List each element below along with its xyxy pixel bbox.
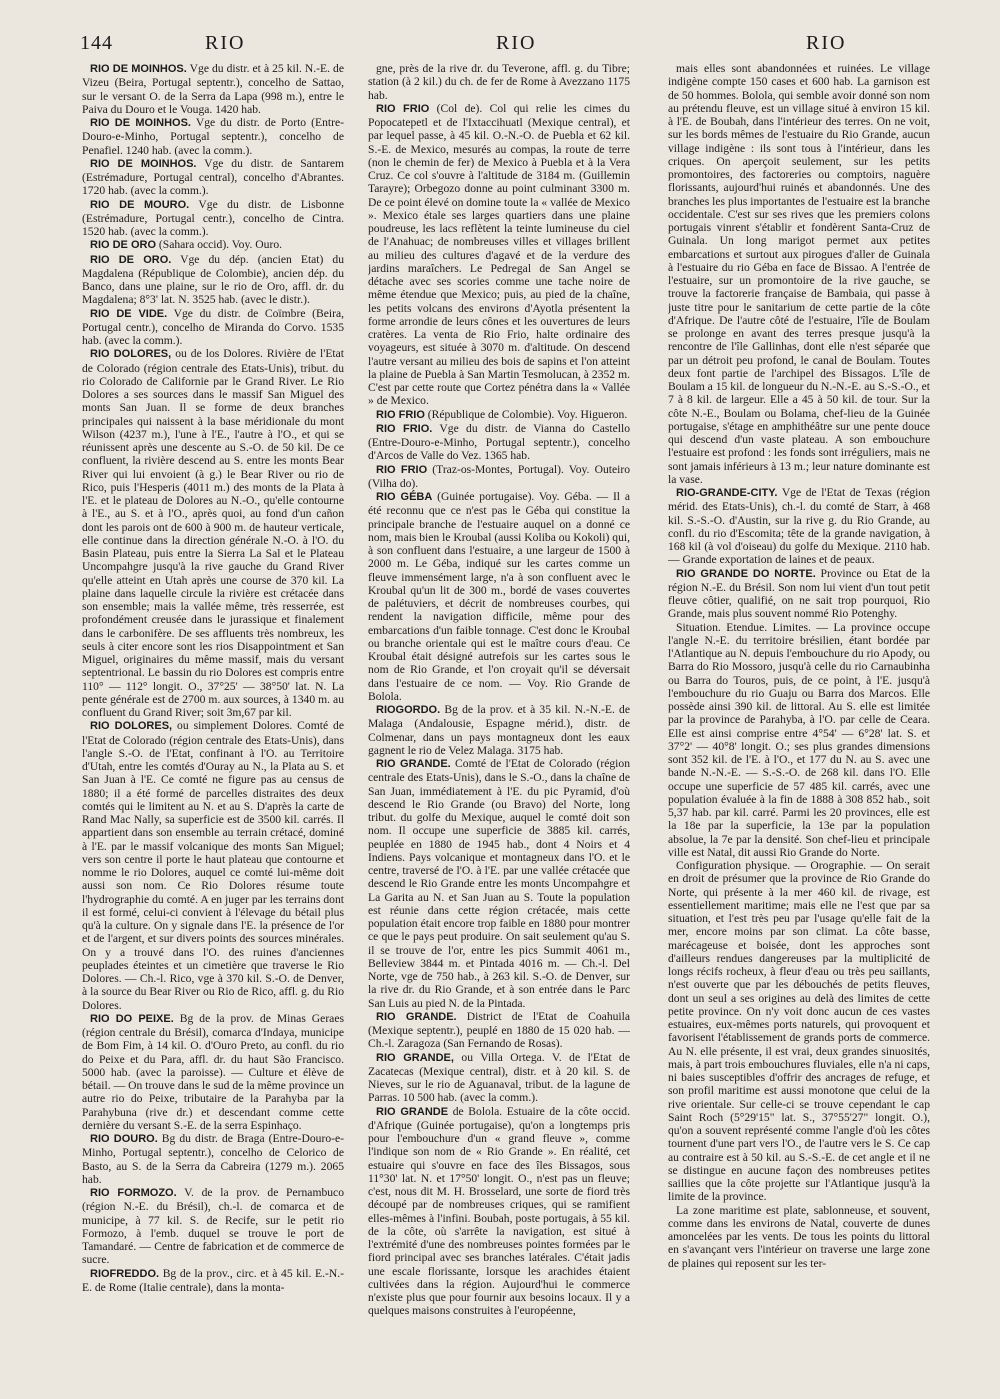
dictionary-entry <box>368 102 630 408</box>
entry-headword: RIOFREDDO. <box>90 1267 160 1280</box>
dictionary-entry <box>668 621 930 860</box>
dictionary-entry <box>668 486 930 567</box>
entry-text: Bg de la prov. de Minas Geraes (région centrale du Brésil), comarca d'Indaya, municipe de Bom Fim, à 14 kil. O. d'Ouro Preto, au confl. du rio do Peixe et du Para, affl. dr. du haut São Francisco. 5000 hab. (avec la paroisse). — Culture et élève de bétail. — On trouve dans le sud de la même province un autre rio do Peixe, tributaire de la Parahyba par la Parahybuna (rive dr.) et descendant comme cette dernière du versant S.-E. de la serra Espinhaço. <box>82 1011 344 1132</box>
dictionary-entry <box>82 307 344 348</box>
entry-headword: RIO DOURO. <box>90 1133 158 1145</box>
dictionary-entry <box>668 1204 930 1270</box>
entry-headword: RIOGORDO. <box>376 704 441 716</box>
entry-text: Vge du distr. de Lisbonne (Estrémadure, Portugal centr.), concelho de Cintra. 1520 hab. (avec la comm.). <box>82 197 344 238</box>
entry-headword: RIO DE MOINHOS. <box>90 117 191 129</box>
entry-text: de Bolola. Estuaire de la côte occid. d'Afrique (Guinée portugaise), qu'on a longtemps pris pour l'embouchure d'un « grand fleuve », comme l'indique son nom de « Rio Grande ». En réalité, cet estuaire qui s'ouvre en face des îles Bissagos, sous 11°30' lat. N. et 17°50' longit. O., n'est pas un fleuve; c'est, nous dit M. H. Brosselard, une sorte de fiord très découpé par de nombreuses criques, qui se ramifient elles-mêmes à l'infini. Boubah, poste portugais, à 55 kil. de la côte, où s'arrête la navigation, est situé à l'extrémité d'une des nombreuses pointes formées par le fiord principal avec ses branches latérales. C'était jadis une escale florissante, lorsque les arachides étaient cultivées dans la région. Aujourd'hui le commerce n'existe plus que pour fournir aux besoins locaux. Il y a quelques maisons construites à l'européenne, <box>368 1104 630 1318</box>
dictionary-entry <box>368 62 630 102</box>
entry-text: mais elles sont abandonnées et ruinées. Le village indigène compte 150 cases et 600 hab. La garnison est de 50 hommes. Bolola, qui semble avoir donné son nom au prétendu fleuve, est un village situé à environ 15 kil. à l'E. de Boubah, dans l'intérieur des terres. On ne voit, sur les bords mêmes de l'estuaire du Rio Grande, aucun village indigène : ils sont tous à l'intérieur, dans les criques. On aperçoit seulement, sur les petits promontoires, des factoreries ou comptoirs, naguère florissants, aujourd'hui ruinés et abandonnés. Une des branches les plus importantes de l'estuaire est la branche occidentale. C'est sur ses rives que les premiers colons portugais vinrent s'établir et fondèrent Santa-Cruz de Guinala. Un long marigot permet aux petites embarcations et surtout aux pirogues d'aller de Guinala à l'estuaire du rio Géba en face de Bissao. A l'entrée de l'estuaire, sur un promontoire de la rive gauche, se trouve la factorerie française de Bambaia, qui passe à juste titre pour le sanitarium de cette partie de la côte d'Afrique. De l'autre côté de l'estuaire, l'île de Boulam se prolonge en avant des terres presque jusqu'à la rencontre de l'île Gallinhas, dont elle n'est séparée que par un détroit peu profond, le canal de Boulam. Toutes deux font partie de l'archipel des Bissagos. L'île de Boulam a 15 kil. de longueur du N.-N.-E. au S.-S.-O., et 7 à 8 kil. de largeur. Elle a 45 à 50 kil. de tour. Sur la côte N.-E., Boulam ou Bolama, chef-lieu de la Guinée portugaise, s'étage en amphithéâtre sur une pente douce qui descend d'un vaste plateau. A son embouchure l'estuaire est profond : les fonds sont irréguliers, mais ne sont jamais inférieurs à 13 m.; leur nature dominante est la vase. <box>668 62 930 486</box>
entry-text: La zone maritime est plate, sablonneuse, et souvent, comme dans les environs de Natal, couverte de dunes amoncelées par les vents. De tous les points du littoral en s'avançant vers l'intérieur on traverse une large zone de plaines qui reposent sur les ter- <box>668 1203 930 1270</box>
entry-text: ou de los Dolores. Rivière de l'Etat de Colorado (région centrale des Etats-Unis), tribut. du rio Colorado de Californie par le Grand River. Le Rio Dolores a ses sources dans le massif San Miguel des monts San Juan. Il se forme de deux branches principales qui naissent à la base méridionale du mont Wilson (4237 m.), l'une à l'E., l'autre à l'O., et qui se réunissent après une descente au S.-O. de 50 kil. De ce confluent, la rivière descend au S. entre les monts Bear River qui lui envoient (à g.) le Bear River ou rio de Rico, puis l'Hesperis (4011 m.) des monts de la Plata à l'E. et le plateau de Dolores au N.-O., qu'elle contourne à l'E., au S. et à l'O., après quoi, au fond d'un cañon dont les parois ont de 600 à 900 m. de hauteur verticale, elle continue dans la direction générale N.-O. à l'O. du Basin Plateau, puis entre la Sierra La Sal et le Plateau Uncompahgre jusqu'à la rive gauche du Grand River qu'elle atteint en Utah après une course de 370 kil. La plaine dans laquelle circule la rivière est crétacée dans son ensemble; mais la vallée même, très resserrée, est profondément creusée dans le jurassique et finalement dans le carbonifère. De ses affluents très nombreux, les seuls à citer encore sont les rios Disappointment et San Miguel, originaires du même massif, mais du versant septentrional. Le bassin du rio Dolores est compris entre 110° — 112° longit. O., 37°25' — 38°50' lat. N. La pente générale est de 2700 m. aux sources, à 1340 m. au confluent du Grand River; soit 3m,67 par kil. <box>82 347 344 719</box>
entry-headword: RIO GÉBA <box>376 491 433 503</box>
entry-headword: RIO DE ORO. <box>90 253 172 266</box>
text-column-right <box>668 62 930 1382</box>
dictionary-entry <box>82 116 344 157</box>
dictionary-entry <box>668 859 930 1204</box>
dictionary-entry <box>368 463 630 491</box>
dictionary-entry <box>82 253 344 307</box>
entry-headword: RIO DE MOURO. <box>90 198 190 211</box>
dictionary-entry <box>368 408 630 422</box>
entry-text: (Sahara occid). Voy. Ouro. <box>156 238 283 252</box>
entry-text: Vge du distr. de Coïmbre (Beira, Portugal centr.), concelho de Miranda do Corvo. 1535 hab. (avec la comm.). <box>82 306 344 347</box>
entry-headword: RIO FRIO <box>376 102 430 115</box>
entry-text: gne, près de la rive dr. du Teverone, affl. g. du Tibre; station (à 2 kil.) du ch. de fer de Rome à Avezzano 1175 hab. <box>368 62 630 102</box>
dictionary-entry <box>82 719 344 1012</box>
entry-headword: RIO FORMOZO. <box>90 1187 177 1199</box>
entry-text: ou simplement Dolores. Comté de l'Etat de Colorado (région centrale des Etats-Unis), dans l'angle S.-O. de l'Etat, confinant à l'O. au Territoire d'Utah, entre les comtés d'Ouray au N., la Plata au S. et San Juan à l'E. Ce comté ne figure pas au census de 1880; il a été formé de parcelles distraites des deux comtés qui le limitent au N. et au S. D'après la carte de Rand Mac Nally, sa superficie est de 3500 kil. carrés. Il appartient dans son ensemble au terrain crétacé, dominé à l'E. par le massif volcanique des monts San Miguel; vers son centre il porte le haut plateau que contourne et nomme le rio Dolores, auquel ce comté lui-même doit aussi son nom. Ce Rio Dolores résume toute l'hydrographie du comté. A en juger par les terrains dont il est formé, celui-ci convient à l'élevage du bétail plus qu'à la culture. On y signale dans l'E. la présence de l'or et de l'argent, et sur divers points des sources minérales. On y a trouvé dans l'O. des ruines d'anciennes peuplades éteintes et un cimetière que traverse le Rio Dolores. — Ch.-l. Rico, vge à 370 kil. S.-O. de Denver, à la source du Bear River ou Rio de Rico, affl. g. du Rio Dolores. <box>82 719 344 1012</box>
entry-text: Configuration physique. — Orographie. — On serait en droit de présumer que la province de Rio Grande do Norte, qui présente à la mer 460 kil. de rivage, est essentiellement maritime; mais elle ne l'est que par sa situation, et l'est très peu par l'usage qu'elle fait de la mer, encore moins par son climat. La côte basse, marécageuse et boisée, dont les approches sont d'ailleurs rendues dangereuses par la multiplicité de longs récifs rocheux, à fleur d'eau ou très peu saillants, n'est ouverte que par les débouchés de petits fleuves, dont un seul a ses origines au delà des limites de cette petite province. On n'y voit donc aucun de ces vastes estuaires, eux-mêmes ports naturels, qui provoquent et favorisent l'établissement de grands ports de commerce. Au N. elle présente, il est vrai, deux grandes sinuosités, mais, à part trois embouchures fluviales, elle n'a ni caps, ni baies susceptibles d'offrir des ancrages de refuge, et son profil maritime est aussi monotone que celui de la rive orientale. Sur celle-ci se trouve cependant le cap Saint Roch (5°29'15" lat. S., 37°55'27" longit. O.), qu'on a souvent représenté comme l'angle d'où les côtes tournent d'une part vers l'O., de l'autre vers le S. Ce cap au contraire est à 50 kil. au S.-S.-E. de cet angle et il ne se distingue en aucune façon des nombreuses petites saillies que la côte projette sur l'Atlantique jusqu'à la limite de la province. <box>668 859 930 1204</box>
running-head: RIO <box>806 32 847 54</box>
entry-text: Vge du distr. de Porto (Entre-Douro-e-Minho, Portugal septentr.), concelho de Penafiel. 1240 hab. (avec la comm.). <box>82 116 344 157</box>
entry-text: Vge du dép. (ancien Etat) du Magdalena (République de Colombie), ancien dép. du Banco, dans une plaine, sur le rio de Oro, affl. dr. du Magdalena; 8°3' lat. N. 3525 hab. (avec le distr.). <box>82 252 344 307</box>
dictionary-entry <box>82 347 344 719</box>
entry-headword: RIO DOLORES, <box>90 720 173 733</box>
entry-text: (Guinée portugaise). Voy. Géba. — Il a été reconnu que ce n'est pas le Géba qui constitue la principale branche de l'estuaire auquel on a donné ce nom, mais bien le Kroubal (aussi Koliba ou Kokoli) qui, à son confluent dans l'estuaire, a une largeur de 1500 à 2000 m. Le Géba, indiqué sur les cartes comme un fleuve immensément large, n'a à son confluent avec le Kroubal qu'un lit de 300 m., bordé de vases couvertes de palétuviers, et décrit de nombreuses courbes, qui rendent la navigation difficile, même pour des embarcations d'un faible tonnage. C'est donc le Kroubal ou branche orientale qui est le maître cours d'eau. Ce Kroubal était désigné autrefois sur les cartes sous le nom de Rio Grande, et l'on croyait qu'il se déversait dans l'estuaire de ce nom. — Voy. Rio Grande de Bolola. <box>368 490 630 703</box>
page-number: 144 <box>80 32 113 54</box>
dictionary-entry <box>82 1012 344 1132</box>
entry-text: ou Villa Ortega. V. de l'Etat de Zacatecas (Mexique central), distr. et à 20 kil. S. de Nieves, sur le rio de Aguanaval, tribut. de la lagune de Parras. 10 500 hab. (avec la comm.). <box>368 1050 630 1105</box>
entry-text: Vge du distr. et à 25 kil. N.-E. de Vizeu (Beira, Portugal septentr.), concelho de Sattao, sur le versant O. de la Serra da Lapa (998 m.), entre le Paiva du Douro et le Vouga. 1420 hab. <box>82 62 344 116</box>
entry-headword: RIO DE ORO <box>90 239 157 252</box>
dictionary-entry <box>368 1051 630 1105</box>
entry-text: Vge de l'Etat de Texas (région mérid. des Etats-Unis), ch.-l. du comté de Starr, à 468 kil. S.-S.-O. d'Austin, sur la rive g. du Rio Grande, au confl. du rio d'Escomita; tête de la grande navigation, à 168 kil (à vol d'oiseau) du golfe du Mexique. 2110 hab. — Grande exportation de laines et de peaux. <box>668 486 930 567</box>
entry-headword: RIO GRANDE, <box>376 1051 454 1064</box>
entry-text: Bg de la prov. et à 35 kil. N.-N.-E. de Malaga (Andalousie, Espagne mérid.), distr. de Colmenar, dans un pays montagneux dont les eaux gagnent le rio de Velez Malaga. 3175 hab. <box>368 703 630 757</box>
dictionary-entry <box>368 1105 630 1318</box>
dictionary-entry <box>368 422 630 463</box>
text-column-left <box>82 62 344 1382</box>
dictionary-entry <box>82 198 344 239</box>
dictionary-entry <box>82 238 344 252</box>
entry-headword: RIO FRIO <box>376 463 428 476</box>
dictionary-entry <box>368 703 630 757</box>
dictionary-entry <box>368 757 630 1010</box>
running-head: RIO <box>205 32 246 54</box>
entry-text: Vge du distr. de Vianna do Castello (Entre-Douro-e-Minho, Portugal septentr.), concelho d'Arcos de Valle do Vez. 1365 hab. <box>368 421 630 463</box>
entry-text: Bg du distr. de Braga (Entre-Douro-e-Minho, Portugal septentr.), concelho de Celorico de Basto, au S. de la Serra da Cabreira (1279 m.). 2065 hab. <box>82 1132 344 1186</box>
dictionary-entry <box>368 490 630 703</box>
entry-headword: RIO DE MOINHOS. <box>90 157 197 170</box>
entry-text: Vge du distr. de Santarem (Estrémadure, Portugal central), concelho d'Abrantes. 1720 hab. (avec la comm.). <box>82 156 344 198</box>
dictionary-entry <box>82 1186 344 1267</box>
entry-text: Province ou Etat de la région N.-E. du Brésil. Son nom lui vient d'un tout petit fleuve côtier, qualifié, on ne sait trop pourquoi, Rio Grande, mais plus souvent nommé Rio Potenghy. <box>668 566 930 621</box>
entry-text: District de l'Etat de Coahuila (Mexique septentr.), peuplé en 1880 de 15 020 hab. — Ch.-l. Zaragoza (San Fernando de Rosas). <box>368 1009 630 1051</box>
entry-headword: RIO FRIO <box>376 408 425 421</box>
dictionary-entry <box>82 1267 344 1295</box>
dictionary-entry <box>82 1132 344 1186</box>
entry-text: Situation. Etendue. Limites. — La province occupe l'angle N.-E. du territoire brésilien, étant bordée par l'Atlantique au N. depuis l'embouchure du rio Apody, ou Barra do Rio Mossoro, jusqu'à celle du rio Carnaubinha ou Barra do Touros, puis, de ce point, à l'E. jusqu'à l'embouchure du rio Guaju ou Barra dos Marcos. Elle possède ainsi 390 kil. de littoral. Au S. elle est limitée par la province de Parahyba, à l'O. par celle de Ceara. Elle est ainsi comprise entre 4°54' — 6°28' lat. S. et 37°2' — 40°8' longit. O.; ses plus grandes dimensions sont 352 kil. de l'E. à l'O., et 177 du N. au S. avec une bande N.-N.-E. — S.-S.-O. de 268 kil. dans l'O. Elle occupe une superficie de 57 485 kil. carrés, avec une population évaluée à la fin de 1888 à 308 852 hab., soit 5,37 hab. par kil. carré. Parmi les 20 provinces, elle est la 18e par la superficie, la 13e par la population absolue, la 7e par la densité. Son chef-lieu et principale ville est Natal, dit aussi Rio Grande do Norte. <box>668 620 930 859</box>
entry-text: Bg de la prov., circ. et à 45 kil. E.-N.-E. de Rome (Italie centrale), dans la monta- <box>82 1266 344 1294</box>
entry-headword: RIO DO PEIXE. <box>90 1012 174 1025</box>
entry-headword: RIO GRANDE <box>376 1105 449 1118</box>
entry-text: V. de la prov. de Pernambuco (région N.-E. du Brésil), ch.-l. de comarca et de municipe, à 77 kil. S. de Recife, sur le petit rio Formozo, à l'emb. duquel se trouve le port de Tamandaré. — Centre de fabrication et de commerce de sucre. <box>82 1186 344 1267</box>
dictionary-entry <box>368 1010 630 1051</box>
text-column-middle <box>368 62 630 1382</box>
entry-text: Comté de l'Etat de Colorado (région centrale des Etats-Unis), dans le S.-O., dans la chaîne de San Juan, immédiatement à l'E. du pic Pyramid, d'où descend le Rio Grande (ou Bravo) del Norte, long tribut. du golfe du Mexique, auquel le comté doit son nom. Il occupe une superficie de 3885 kil. carrés, peuplée en 1880 de 1945 hab., dont 4 Noirs et 4 Indiens. Pays volcanique et montagneux dans l'O. et le centre, traversé de l'O. à l'E. par une vallée crétacée que descend le Rio Grande entre les monts Uncompahgre et La Garita au N. et San Juan au S. Toute la population est réunie dans cette région crétacée, mais cette population était encore trop faible en 1880 pour montrer ce que le pays peut produire. On sait seulement qu'au S. il se trouve de l'or, entre les pics Summit 4061 m., Belleview 3844 m. et Pintada 4016 m. — Ch.-l. Del Norte, vge de 750 hab., à 263 kil. S.-O. de Denver, sur la rive dr. du Rio Grande, et à son entrée dans le Parc San Luis au pied N. de la Pintada. <box>368 757 630 1010</box>
entry-headword: RIO GRANDE. <box>376 1010 457 1023</box>
entry-headword: RIO DE MOINHOS. <box>90 63 187 75</box>
entry-headword: RIO DOLORES, <box>90 348 172 361</box>
entry-headword: RIO FRIO. <box>376 422 433 435</box>
dictionary-entry <box>82 157 344 198</box>
dictionary-entry <box>668 62 930 486</box>
entry-text: (Traz-os-Montes, Portugal). Voy. Outeiro (Vilha do). <box>368 462 630 490</box>
entry-text: (République de Colombie). Voy. Higueron. <box>424 407 628 421</box>
entry-text: (Col de). Col qui relie les cimes du Popocatepetl et de l'Ixtaccihuatl (Mexique central), et par lequel passe, à 45 kil. O.-N.-O. de Puebla et 62 kil. S.-E. de Mexico, mesurés au compas, la route de terre (non le chemin de fer) de Mexico à Puebla et à la Vera Cruz. Ce col s'ouvre à l'altitude de 3184 m. (Guillemin Tarayre); Orbegozo donne au point culminant 3300 m. De ce point élevé on domine toute la « vallée de Mexico ». Mexico étale ses larges quartiers dans une plaine poudreuse, les lacs reflètent la teinte lumineuse du ciel de l'Anahuac; de nombreuses villes et villages brillent au milieu des cultures d'agavé et de la verdure des jardins maraîchers. Le Pedregal de San Angel se détache avec ses scories comme une tache noire de même étendue que Mexico; puis, au pied de la chaîne, les petits volcans des environs d'Ayotla présentent la forme arrondie de leurs cônes et les ouvertures de leurs cratères. La venta de Rio Frio, halte ordinaire des voyageurs, est située à 3070 m. d'altitude. On descend l'autre versant au milieu des bois de sapins et l'on atteint la plaine de Puebla à San Martin Tesmolucan, à 2352 m. C'est par cette route que Cortez pénétra dans la « Vallée » de Mexico. <box>368 101 630 408</box>
entry-headword: RIO GRANDE. <box>376 758 451 770</box>
running-head: RIO <box>496 32 537 54</box>
dictionary-entry <box>82 62 344 116</box>
entry-headword: RIO DE VIDE. <box>90 307 168 320</box>
entry-headword: RIO-GRANDE-CITY. <box>676 487 778 499</box>
entry-headword: RIO GRANDE DO NORTE. <box>676 567 816 580</box>
dictionary-entry <box>668 567 930 621</box>
